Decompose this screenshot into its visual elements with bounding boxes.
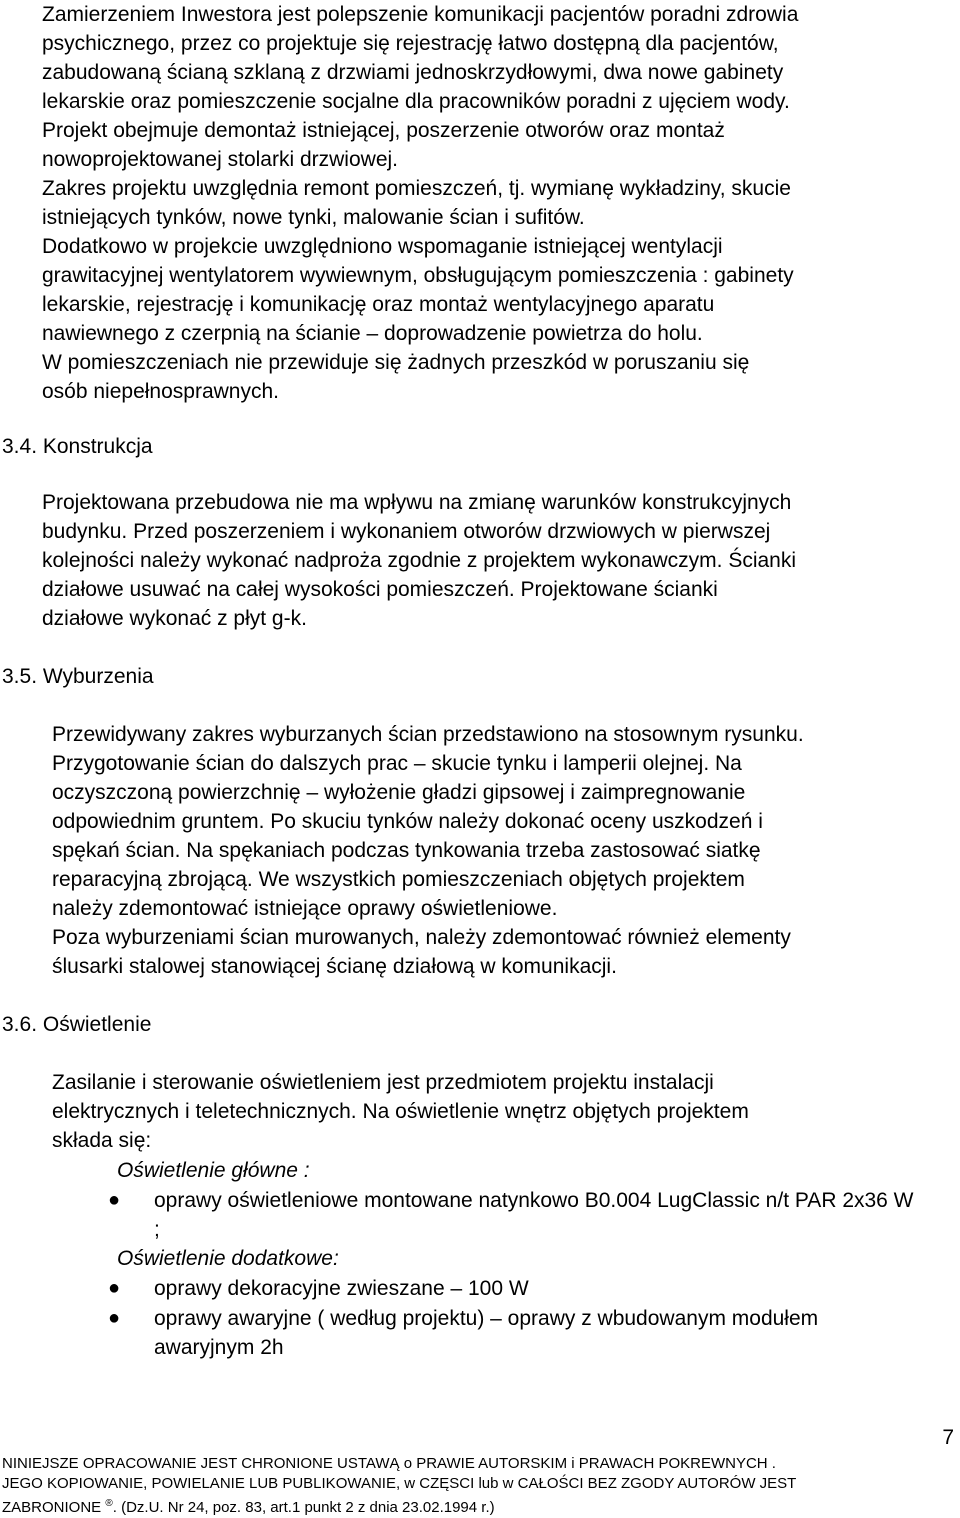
oswietlenie-line: Zasilanie i sterowanie oświetleniem jest przedmiotem projektu instalacji <box>52 1071 714 1094</box>
konstrukcja-line: kolejności należy wykonać nadproża zgodnie z projektem wykonawczym. Ścianki <box>42 549 797 572</box>
section-heading-oswietlenie: 3.6. Oświetlenie <box>2 1013 152 1036</box>
bullet-icon: ● <box>108 1307 121 1329</box>
konstrukcja-line: działowe usuwać na całej wysokości pomieszczeń. Projektowane ścianki <box>42 578 718 601</box>
bullet-icon: ● <box>108 1189 121 1211</box>
list-item-text: oprawy awaryjne ( według projektu) – oprawy z wbudowanym modułem awaryjnym 2h <box>154 1307 819 1359</box>
wyburzenia-line: należy zdemontować istniejące oprawy oświetleniowe. <box>52 897 558 920</box>
footer-line: JEGO KOPIOWANIE, POWIELANIE LUB PUBLIKOWANIE, w CZĘSCI lub w CAŁOŚCI BEZ ZGODY AUTORÓW JEST <box>2 1475 797 1492</box>
intro-line: lekarskie, rejestrację i komunikację oraz montaż wentylacyjnego aparatu <box>42 293 715 316</box>
konstrukcja-line: działowe wykonać z płyt g-k. <box>42 607 307 630</box>
intro-line: istniejących tynków, nowe tynki, malowanie ścian i sufitów. <box>42 206 585 229</box>
wyburzenia-line: ślusarki stalowej stanowiącej ścianę działową w komunikacji. <box>52 955 617 978</box>
wyburzenia-line: Poza wyburzeniami ścian murowanych, należy zdemontować również elementy <box>52 926 791 949</box>
footer-line: NINIEJSZE OPRACOWANIE JEST CHRONIONE USTAWĄ o PRAWIE AUTORSKIM i PRAWACH POKREWNYCH . <box>2 1455 776 1472</box>
intro-line: osób niepełnosprawnych. <box>42 380 279 403</box>
intro-line: W pomieszczeniach nie przewiduje się żadnych przeszkód w poruszaniu się <box>42 351 750 374</box>
oswietlenie-paragraph <box>52 1068 912 1155</box>
list-item-text: oprawy oświetleniowe montowane natynkowo B0.004 LugClassic n/t PAR 2x36 W ; <box>154 1189 914 1241</box>
intro-line: zabudowaną ścianą szklaną z drzwiami jednoskrzydłowymi, dwa nowe gabinety <box>42 61 784 84</box>
konstrukcja-paragraph <box>42 488 957 633</box>
wyburzenia-line: oczyszczoną powierzchnię – wyłożenie gładzi gipsowej i zaimpregnowanie <box>52 781 746 804</box>
wyburzenia-line: Przewidywany zakres wyburzanych ścian przedstawiono na stosownym rysunku. <box>52 723 804 746</box>
copyright-footer <box>2 1454 952 1518</box>
wyburzenia-line: spękań ścian. Na spękaniach podczas tynkowania trzeba zastosować siatkę <box>52 839 761 862</box>
footer-line <box>2 1494 952 1518</box>
list-item <box>108 1186 924 1244</box>
intro-line: Projekt obejmuje demontaż istniejącej, poszerzenie otworów oraz montaż <box>42 119 725 142</box>
intro-line: Dodatkowo w projekcie uwzględniono wspomaganie istniejącej wentylacji <box>42 235 723 258</box>
bullet-icon: ● <box>108 1277 121 1299</box>
intro-paragraph <box>42 0 957 406</box>
page-number: 7 <box>942 1426 954 1449</box>
section-heading-konstrukcja: 3.4. Konstrukcja <box>2 435 153 458</box>
list-item <box>108 1274 924 1303</box>
oswietlenie-line: składa się: <box>52 1129 152 1152</box>
konstrukcja-line: Projektowana przebudowa nie ma wpływu na zmianę warunków konstrukcyjnych <box>42 491 792 514</box>
wyburzenia-paragraph <box>52 720 957 981</box>
wyburzenia-line: odpowiednim gruntem. Po skuciu tynków należy dokonać oceny uszkodzeń i <box>52 810 763 833</box>
registered-mark: ® <box>105 1498 113 1509</box>
list-item-text: oprawy dekoracyjne zwieszane – 100 W <box>154 1277 529 1300</box>
intro-line: nawiewnego z czerpnią na ścianie – doprowadzenie powietrza do holu. <box>42 322 703 345</box>
list-item <box>108 1304 924 1362</box>
intro-line: Zakres projektu uwzględnia remont pomieszczeń, tj. wymianę wykładziny, skucie <box>42 177 791 200</box>
wyburzenia-line: reparacyjną zbrojącą. We wszystkich pomieszczeniach objętych projektem <box>52 868 745 891</box>
intro-line: Zamierzeniem Inwestora jest polepszenie komunikacji pacjentów poradni zdrowia <box>42 3 799 26</box>
section-heading-wyburzenia: 3.5. Wyburzenia <box>2 665 154 688</box>
footer-text: ZABRONIONE <box>2 1499 102 1516</box>
intro-line: psychicznego, przez co projektuje się rejestrację łatwo dostępną dla pacjentów, <box>42 32 779 55</box>
wyburzenia-line: Przygotowanie ścian do dalszych prac – skucie tynku i lamperii olejnej. Na <box>52 752 742 775</box>
intro-line: grawitacyjnej wentylatorem wywiewnym, obsługującym pomieszczenia : gabinety <box>42 264 794 287</box>
konstrukcja-line: budynku. Przed poszerzeniem i wykonaniem otworów drzwiowych w pierwszej <box>42 520 771 543</box>
intro-line: nowoprojektowanej stolarki drzwiowej. <box>42 148 398 171</box>
intro-line: lekarskie oraz pomieszczenie socjalne dla pracowników poradni z ujęciem wody. <box>42 90 790 113</box>
extra-lighting-label: Oświetlenie dodatkowe: <box>117 1247 339 1270</box>
oswietlenie-line: elektrycznych i teletechnicznych. Na oświetlenie wnętrz objętych projektem <box>52 1100 749 1123</box>
main-lighting-label: Oświetlenie główne : <box>117 1159 310 1182</box>
footer-text: . (Dz.U. Nr 24, poz. 83, art.1 punkt 2 z dnia 23.02.1994 r.) <box>112 1499 495 1516</box>
